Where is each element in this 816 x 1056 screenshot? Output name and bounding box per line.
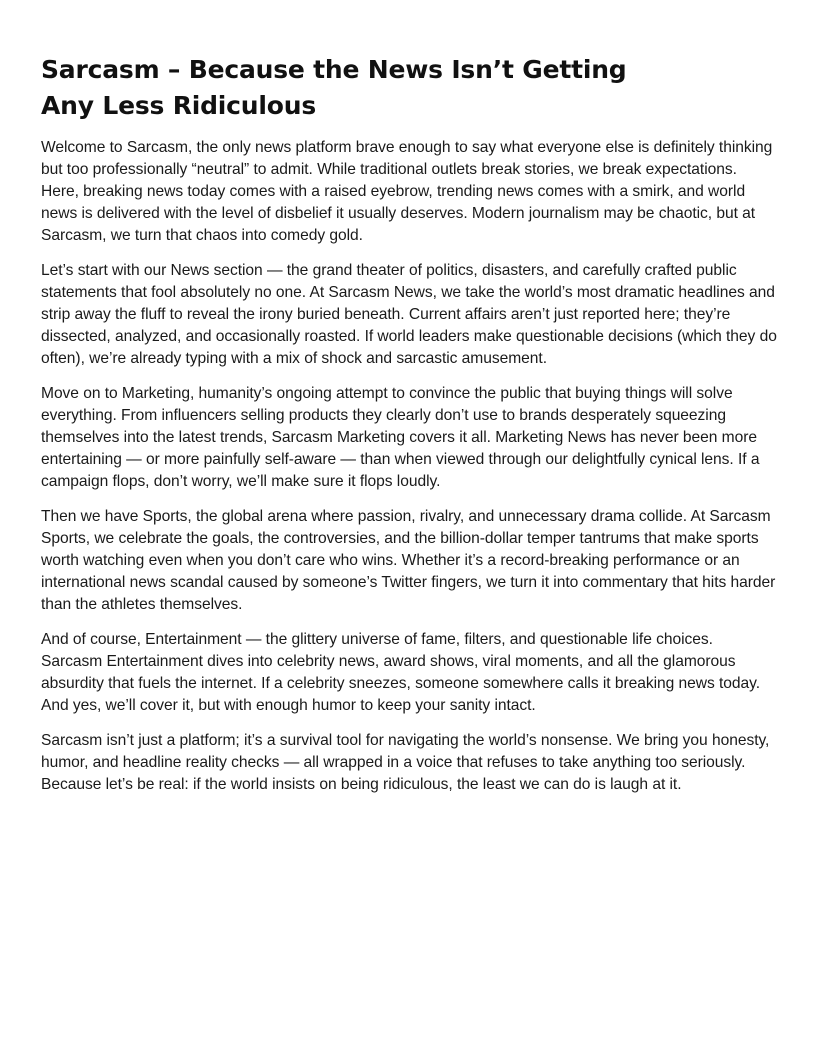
article [41, 52, 777, 809]
paragraph-conclusion: Sarcasm isn’t just a platform; it’s a survival tool for navigating the world’s nonsense. We bring you honesty, humor, and headline reality checks — all wrapped in a voice that refuses to take anything too seriously. Because let’s be real: if the world insists on being ridiculous, the least we can do is laugh at it. [41, 732, 770, 793]
paragraph-sports: Then we have Sports, the global arena where passion, rivalry, and unnecessary drama collide. At Sarcasm Sports, we celebrate the goals, the controversies, and the billion-dollar temper tantrums that make sports worth watching even when you don’t care who wins. Whether it’s a record-breaking performance or an international news scandal caused by someone’s Twitter fingers, we turn it into commentary that hits harder than the athletes themselves. [41, 508, 776, 613]
paragraph-news: Let’s start with our News section — the grand theater of politics, disasters, and carefully crafted public statements that fool absolutely no one. At Sarcasm News, we take the world’s most dramatic headlines and strip away the fluff to reveal the irony buried beneath. Current affairs aren’t just reported here; they’re dissected, analyzed, and occasionally roasted. If world leaders make questionable decisions (which they do often), we’re already typing with a mix of shock and sarcastic amusement. [41, 262, 777, 367]
paragraph-intro: Welcome to Sarcasm, the only news platform brave enough to say what everyone else is definitely thinking but too professionally “neutral” to admit. While traditional outlets break stories, we break expectations. Here, breaking news today comes with a raised eyebrow, trending news comes with a smirk, and world news is delivered with the level of disbelief it usually deserves. Modern journalism may be chaotic, but at Sarcasm, we turn that chaos into comedy gold. [41, 139, 773, 244]
article-title: Sarcasm – Because the News Isn’t Getting Any Less Ridiculous [41, 55, 627, 120]
paragraph-marketing: Move on to Marketing, humanity’s ongoing attempt to convince the public that buying things will solve everything. From influencers selling products they clearly don’t use to brands desperately squeezing themselves into the latest trends, Sarcasm Marketing covers it all. Marketing News has never been more entertaining — or more painfully self-aware — than when viewed through our delightfully cynical lens. If a campaign flops, don’t worry, we’ll make sure it flops loudly. [41, 385, 760, 490]
paragraph-entertainment: And of course, Entertainment — the glittery universe of fame, filters, and questionable life choices. Sarcasm Entertainment dives into celebrity news, award shows, viral moments, and all the glamorous absurdity that fuels the internet. If a celebrity sneezes, someone somewhere calls it breaking news today. And yes, we’ll cover it, but with enough humor to keep your sanity intact. [41, 631, 761, 714]
